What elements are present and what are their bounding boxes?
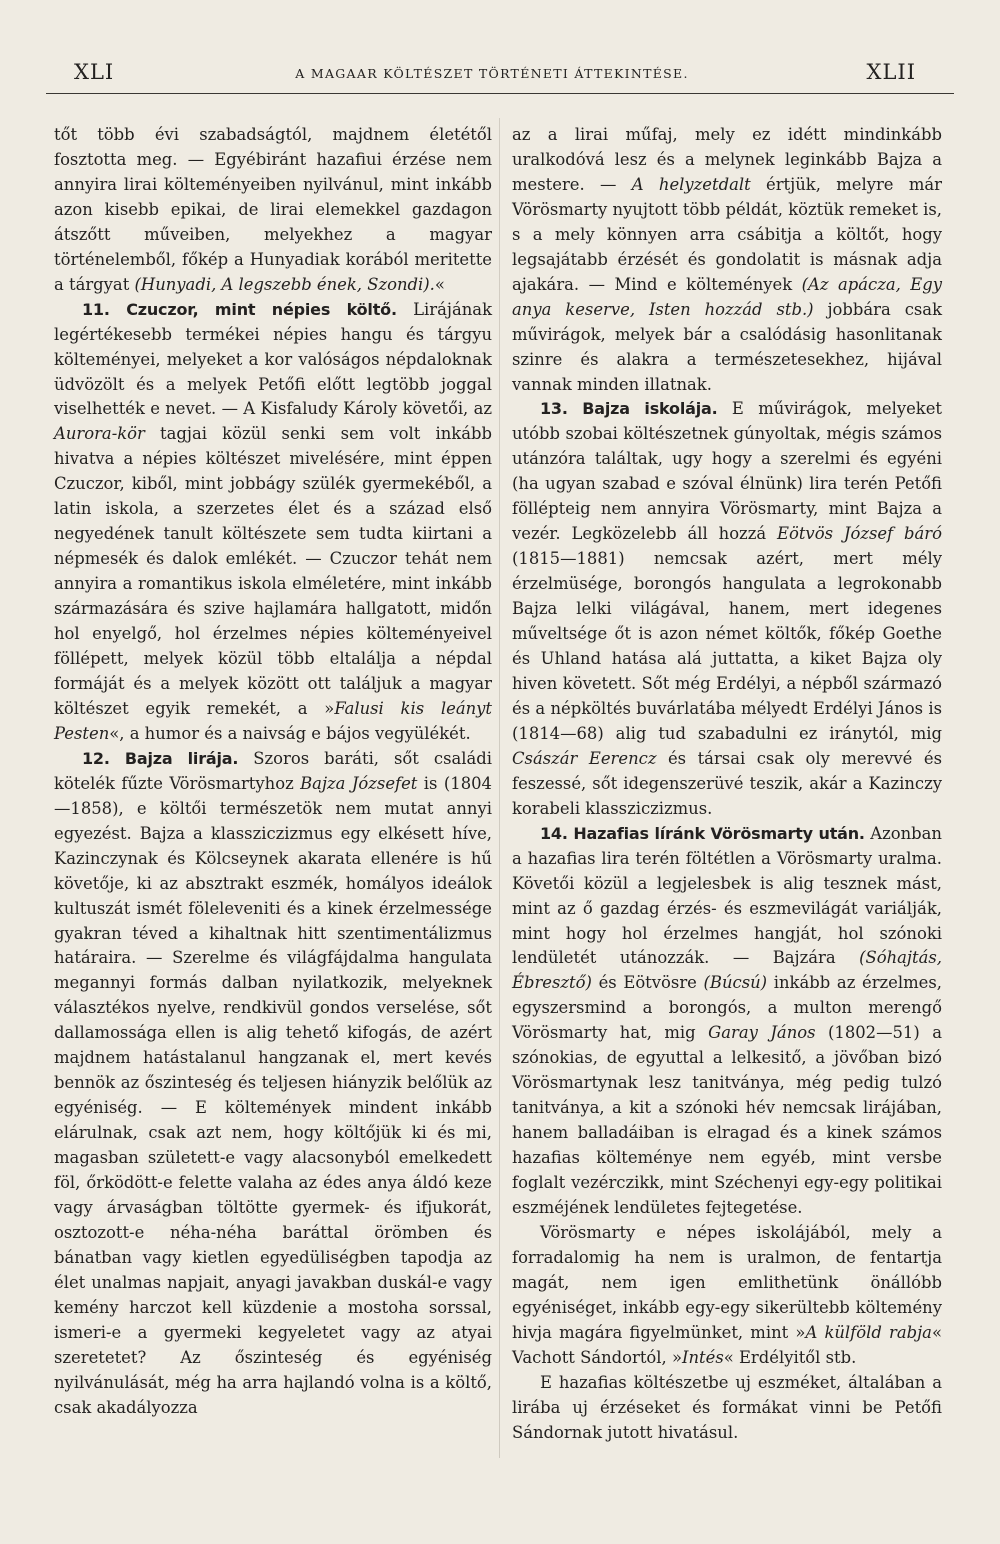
section-heading: 11. Czuczor, mint népies költő. (82, 299, 397, 319)
paragraph-hazafias-lira: 14. Hazafias líránk Vörösmarty után. Azonban a hazafias lira terén föltétlen a Vörösmarty uralma. Követői közül a legjelesbek is alig tesznek mást, mint az ő gazdag érzés- és eszmevilágát variálják, mint hogy hol érzelmes hangját, hol szónoki lendületét utánozzák. — Bajzára (Sóhajtás, Ébresztő) és Eötvösre (Búcsú) inkább az érzelmes, egyszersmind a borongós, a multon merengő Vörösmarty hat, mig Garay János (1802—51) a szónokias, de egyuttal a lelkesitő, a jövőban bizó Vörösmartynak lesz tanitványa, még pedig tulzó tanitványa, a kit a szónoki hév nemcsak lirájában, hanem balladáiban is elragad és a kinek számos hazafias költeménye nem egyéb, mint versbe foglalt vezérczikk, mint Széchenyi egy-egy politikai eszméjének lendületes fejtegetése. (512, 823, 942, 1217)
paragraph-helyzetdal: az a lirai műfaj, mely ez idétt mindinkább uralkodóvá lesz és a melynek leginkább Bajza a mestere. — A helyzetdalt értjük, melyre már Vörösmarty nyujtott több példát, köztük remeket is, s a mely könnyen arra csábitja a költőt, hogy legsajátabb érzését és gondolatit is másnak adja ajakára. — Mind e költemények (Az apácza, Egy anya keserve, Isten hozzád stb.) jobbára csak művirágok, melyek bár a csalódásig hasonlitanak szinre és alakra a természetesekhez, hijával vannak minden illatnak. (512, 125, 943, 394)
section-heading: 13. Bajza iskolája. (540, 399, 718, 419)
running-header (62, 60, 922, 90)
header-rule (46, 93, 954, 94)
section-heading: 12. Bajza lirája. (82, 748, 239, 768)
left-column (54, 123, 492, 1421)
right-column (512, 123, 942, 1446)
column-divider (499, 118, 500, 1458)
page-number-left: XLI (74, 60, 115, 84)
paragraph-bajza-iskolaja: 13. Bajza iskolája. E művirágok, melyeket utóbb szobai költészetnek gúnyoltak, mégis számos utánzóra találtak, ugy hogy a szerelmi és egyéni (ha ugyan szabad e szóval élnünk) lira terén Petőfi föllépteig nem annyira Vörösmarty, mint Bajza a vezér. Legközelebb áll hozzá Eötvös József báró (1815—1881) nemcsak azért, mert mély érzelmüsége, borongós hangulata a legrokonabb Bajza lelki világával, hanem, mert idegenes műveltsége őt is azon német költők, főkép Goethe és Uhland hatása alá juttatta, a kiket Bajza oly hiven követett. Sőt még Erdélyi, a népből származó és a népköltés buvárlatába mélyedt Erdélyi János is (1814—68) alig tud szabadulni ez iránytól, mig Császár Eerencz és társai csak oly merevvé és feszessé, sőt idegenszerüvé teszik, akár a Kazinczy korabeli klassziczizmus. (512, 399, 943, 818)
paragraph-czuczor-nepies: 11. Czuczor, mint népies költő. Lirájának legértékesebb termékei népies hangu és tárgyu költeményei, melyeket a kor valóságos népdaloknak üdvözölt és a melyek Petőfi előtt legtöbb joggal viselhették e nevet. — A Kisfaludy Károly követői, az Aurora-kör tagjai közül senki sem volt inkább hivatva a népies költészet mivelésére, mint éppen Czuczor, kiből, mint jobbágy szülék gyermekéből, a latin iskola, a szerzetes élet és a század első negyedének tanult költészete sem tudta kiirtani a népmesék és dalok emlékét. — Czuczor tehát nem annyira a romantikus iskola elméletére, mint inkább származására és szive hajlamára hallgatott, midőn hol enyelgő, hol érzelmes népies költeményeivel föllépett, melyek közül több eltalálja a népdal formáját és a melyek között ott találjuk a magyar költészet egyik remekét, a »Falusi kis leányt Pesten«, a humor és a naivság e bájos vegyülékét. (54, 299, 493, 743)
paragraph-czuczor-end: tőt több évi szabadságtól, majdnem életétől fosztotta meg. — Egyébiránt hazafiui érzése nem annyira lirai költeményeiben nyilvánul, mint inkább azon kisebb epikai, de lirai elemekkel gazdagon átszőtt műveiben, melyekhez a magyar történelemből, főkép a Hunyadiak korából meritette a tárgyat (Hunyadi, A legszebb ének, Szondi).« (54, 125, 492, 294)
section-heading: 14. Hazafias líránk Vörösmarty után. (540, 823, 865, 843)
paragraph-petofi: E hazafias költészetbe uj eszméket, általában a lirába uj érzéseket és formákat vinni be Petőfi Sándornak jutott hivatásul. (512, 1372, 942, 1442)
running-title: A MAGAAR KÖLTÉSZET TÖRTÉNETI ÁTTEKINTÉSE. (295, 66, 689, 81)
paragraph-vorosmarty-iskolaja: Vörösmarty e népes iskolájából, mely a forradalomig ha nem is uralmon, de fentartja magát, nem igen emlithetünk önállóbb egyéniséget, inkább egy-egy sikerültebb költemény hivja magára figyelmünket, mint »A külföld rabja« Vachott Sándortól, »Intés« Erdélyitől stb. (512, 1222, 942, 1367)
paragraph-bajza-liraja: 12. Bajza lirája. Szoros baráti, sőt családi kötelék fűzte Vörösmartyhoz Bajza Józsefet is (1804—1858), e költői természetök nem mutat annyi egyezést. Bajza a klassziczizmus egy elkésett híve, Kazinczynak és Kölcseynek akarata ellenére is hű követője, ki az absztrakt eszmék, homályos ideálok kultuszát ismét föleleveniti és a kinek érzelmessége gyakran téved a kihaltnak hitt szentimentálizmus határaira. — Szerelme és világfájdalma hangulata megannyi formás dalban nyilatkozik, melyeknek választékos nyelve, rendkivül gondos verselése, sőt dallamossága ellen is alig tehető kifogás, de azért majdnem hatástalanul hangzanak el, mert kevés bennök az őszinteség és teljesen hiányzik belőlük az egyéniség. — E költemények mindent inkább elárulnak, csak azt nem, hogy költőjük ki és mi, magasban született-e vagy alacsonyból emelkedett föl, őrködött-e felette valaha az édes anya áldó keze vagy árvaságban töltötte gyermek- és ifjukorát, osztozott-e néha-néha baráttal örömben és bánatban vagy kietlen egyedüliségben tapodja az élet unalmas napjait, anyagi javakban duskál-e vagy kemény harczot kell küzdenie a mostoha sorssal, ismeri-e a gyermeki kegyeletet vagy az atyai szeretetet? Az őszinteség és egyéniség nyilvánulását, még ha arra hajlandó volna is a költő, csak akadályozza (54, 748, 492, 1417)
page-number-right: XLII (866, 60, 916, 84)
